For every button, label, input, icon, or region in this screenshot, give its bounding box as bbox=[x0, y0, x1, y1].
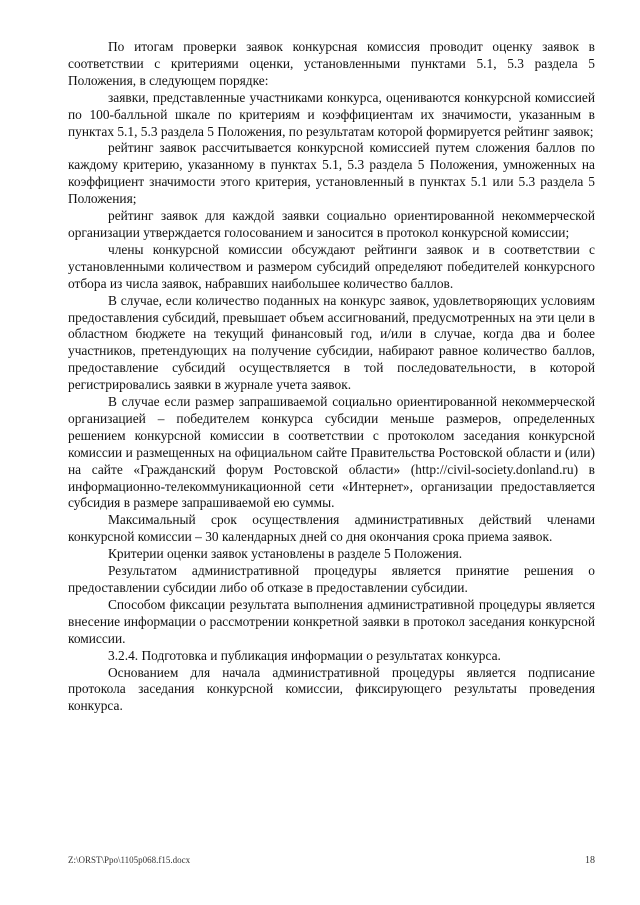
paragraph-3: рейтинг заявок рассчитывается конкурсной комиссией путем сложения баллов по каждому критерию, указанному в пунктах 5.1, 5.3 раздела 5 Положения, умноженных на коэффициент значимости этого критерия, установленный в пунктах 5.1 или 5.3 раздела 5 Положения; bbox=[68, 140, 595, 207]
paragraph-5: члены конкурсной комиссии обсуждают рейтинги заявок и в соответствии с установленными количеством и размером субсидий определяют победителей конкурсного отбора из числа заявок, набравших наибольшее количество баллов. bbox=[68, 241, 595, 291]
paragraph-9: Критерии оценки заявок установлены в разделе 5 Положения. bbox=[108, 546, 463, 562]
document-body bbox=[68, 39, 595, 715]
paragraph-2: заявки, представленные участниками конкурса, оцениваются конкурсной комиссией по 100-балльной шкале по критериям и коэффициентам их значимости, указанным в пунктах 5.1, 5.3 раздела 5 Положения, по результатам которой формируется рейтинг заявок; bbox=[68, 89, 595, 139]
paragraph-11: Способом фиксации результата выполнения административной процедуры является внесение информации о рассмотрении конкретной заявки в протокол заседания конкурсной комиссии. bbox=[68, 596, 595, 646]
page-number: 18 bbox=[585, 855, 595, 866]
paragraph-7: В случае если размер запрашиваемой социально ориентированной некоммерческой организацией – победителем конкурса субсидии меньше размеров, определенных решением конкурсной комиссии в соответствии с протоколом заседания конкурсной комиссии и размещенных на официальном сайте Правительства Ростовской области и (или) на сайте «Гражданский форум Ростовской области» (http://civil-society.donland.ru) в информационно-телекоммуникационной сети «Интернет», организации предоставляется субсидия в размере запрашиваемой ею суммы. bbox=[68, 394, 595, 511]
paragraph-8: Максимальный срок осуществления административных действий членами конкурсной комиссии – 30 календарных дней со дня окончания срока приема заявок. bbox=[68, 512, 595, 545]
paragraph-1: По итогам проверки заявок конкурсная комиссия проводит оценку заявок в соответствии с критериями оценки, установленными пунктами 5.1, 5.3 раздела 5 Положения, в следующем порядке: bbox=[68, 39, 595, 88]
paragraph-4: рейтинг заявок для каждой заявки социально ориентированной некоммерческой организации утверждается голосованием и заносится в протокол конкурсной комиссии; bbox=[68, 208, 595, 240]
file-path: Z:\ORST\Ppo\1105p068.f15.docx bbox=[68, 855, 191, 865]
paragraph-10: Результатом административной процедуры является принятие решения о предоставлении субсидии либо об отказе в предоставлении субсидии. bbox=[68, 563, 595, 595]
section-heading-3-2-4: 3.2.4. Подготовка и публикация информации о результатах конкурса. bbox=[108, 647, 501, 663]
paragraph-13: Основанием для начала административной процедуры является подписание протокола заседания конкурсной комиссии, фиксирующего результаты проведения конкурса. bbox=[68, 664, 595, 714]
paragraph-6: В случае, если количество поданных на конкурс заявок, удовлетворяющих условиям предоставления субсидий, превышает объем ассигнований, предусмотренных на эти цели в областном бюджете на текущий финансовый год, и/или в случае, когда два и более участников, претендующих на получение субсидии, набирают равное количество баллов, предоставление субсидий осуществляется в той последовательности, в которой регистрировались заявки в журнале учета заявок. bbox=[68, 292, 595, 393]
